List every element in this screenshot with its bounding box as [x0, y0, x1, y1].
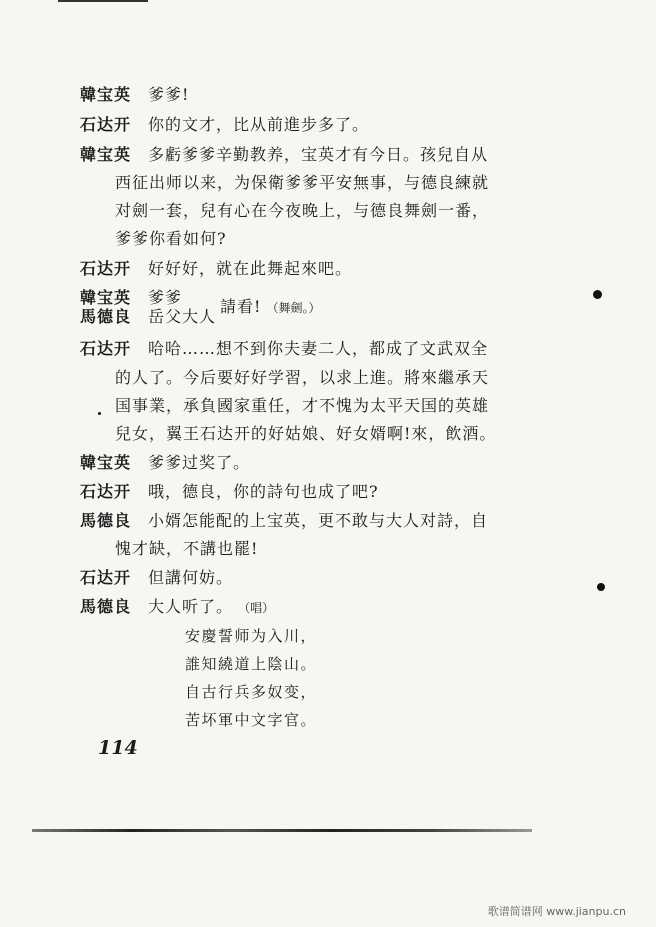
- speaker-name: 馬德良: [80, 597, 132, 616]
- dialogue-line: [80, 481, 379, 503]
- dialogue-text: 但講何妨。: [148, 568, 234, 587]
- duet-shared-line: [220, 296, 321, 319]
- stage-direction: （舞劍。）: [266, 301, 321, 315]
- dialogue-line: [80, 258, 352, 280]
- verse-line: 苦坏軍中文字官。: [185, 711, 318, 729]
- dialogue-text: 哦，德良，你的詩句也成了吧?: [148, 482, 379, 501]
- dialogue-text: 爹爹过奖了。: [148, 453, 251, 472]
- dialogue-continuation: 愧才缺，不講也罷!: [115, 539, 259, 558]
- speaker-name: 馬德良: [80, 307, 132, 326]
- speaker-name: 韓宝英: [80, 145, 132, 164]
- dialogue-text: 小婿怎能配的上宝英，更不敢与大人对詩，自: [148, 511, 489, 530]
- dialogue-text: 多虧爹爹辛勤教养，宝英才有今日。孩兒自从: [148, 145, 489, 164]
- dialogue-line: [80, 84, 189, 106]
- dialogue-continuation: 国事業，承負國家重任，才不愧为太平天国的英雄: [115, 396, 490, 415]
- dialogue-text: 請看!: [220, 297, 262, 316]
- speaker-name: 石达开: [80, 115, 132, 134]
- dialogue-text: 大人听了。: [148, 597, 234, 616]
- stage-direction: （唱）: [238, 601, 275, 615]
- dialogue-continuation: 西征出师以来，为保衛爹爹平安無事，与德良練就: [115, 173, 490, 192]
- scan-speck: [597, 583, 605, 591]
- dialogue-line: [80, 144, 488, 166]
- dialogue-continuation: 爹爹你看如何?: [115, 229, 227, 248]
- speaker-name: 石达开: [80, 339, 132, 358]
- speaker-name: 韓宝英: [80, 453, 132, 472]
- page-number: 114: [98, 737, 138, 759]
- dialogue-continuation: 对劍一套，兒有心在今夜晚上，与德良舞劍一番，: [115, 201, 490, 220]
- speaker-name: 石达开: [80, 259, 132, 278]
- dialogue-continuation: 兒女，翼王石达开的好姑娘、好女婿啊!來，飲酒。: [115, 424, 497, 443]
- speaker-name: 馬德良: [80, 511, 132, 530]
- scan-top-mark: [58, 0, 148, 2]
- speaker-name: 石达开: [80, 482, 132, 501]
- speaker-name: 韓宝英: [80, 288, 132, 307]
- dialogue-line: [80, 510, 488, 532]
- dialogue-text: 爹爹!: [148, 85, 190, 104]
- verse-line: 安慶誓师为入川，: [185, 627, 318, 645]
- dialogue-text: 你的文才，比从前進步多了。: [148, 115, 370, 134]
- dialogue-text: 哈哈……想不到你夫妻二人，都成了文武双全: [148, 339, 489, 358]
- speaker-name: 石达开: [80, 568, 132, 587]
- dialogue-continuation: 的人了。今后要好好学習，以求上進。將來繼承天: [115, 368, 490, 387]
- dialogue-text: 岳父大人: [148, 307, 217, 326]
- duet-line: [80, 306, 216, 328]
- dialogue-line: [80, 452, 250, 474]
- verse-line: 自古行兵多奴变，: [185, 683, 318, 701]
- speaker-name: 韓宝英: [80, 85, 132, 104]
- dialogue-line: [80, 567, 233, 589]
- scan-bottom-rule: [32, 829, 532, 832]
- dialogue-line: [80, 596, 274, 619]
- scan-speck: [593, 290, 602, 299]
- dialogue-line: [80, 114, 369, 136]
- dialogue-line: [80, 338, 488, 360]
- scan-speck: [98, 412, 101, 415]
- dialogue-text: 爹爹: [148, 288, 183, 307]
- watermark: 歌谱简谱网 www.jianpu.cn: [487, 905, 626, 918]
- verse-line: 誰知繞道上陰山。: [185, 655, 318, 673]
- dialogue-text: 好好好，就在此舞起來吧。: [148, 259, 353, 278]
